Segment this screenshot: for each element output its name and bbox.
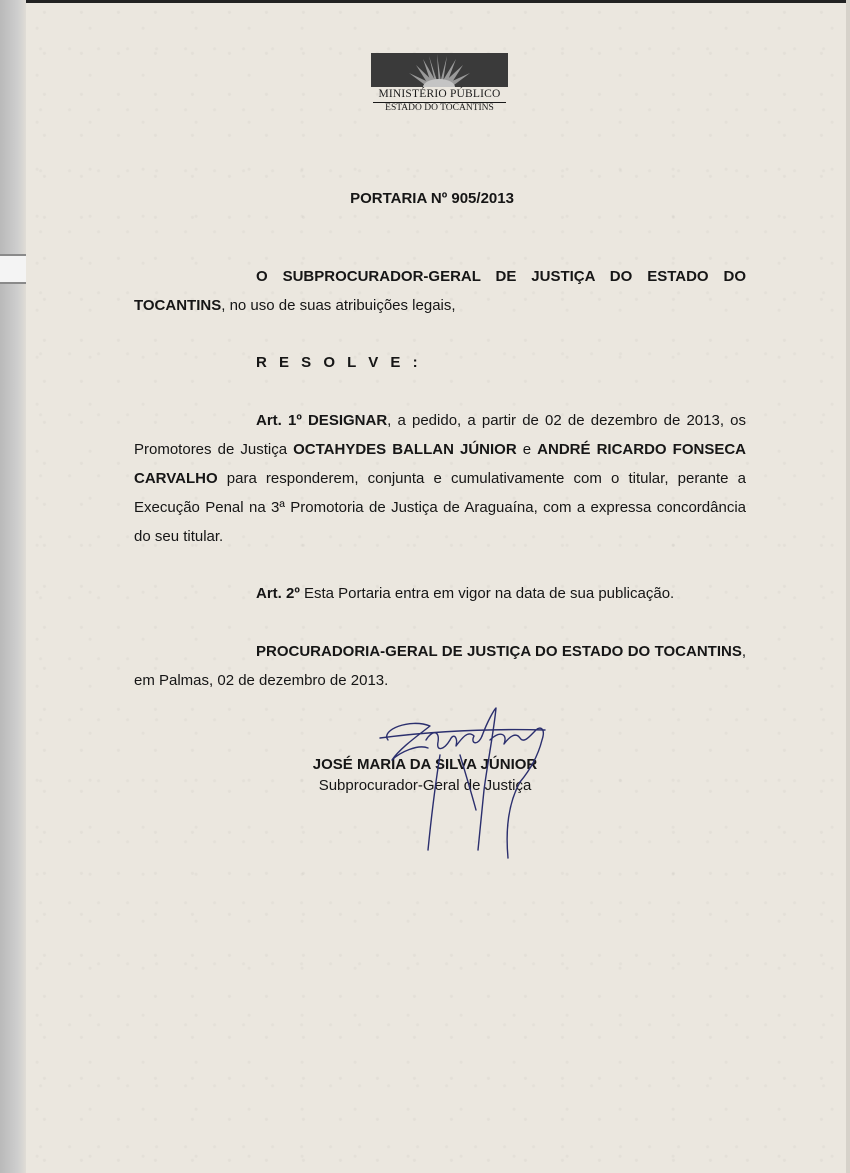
logo-org-state: ESTADO DO TOCANTINS — [385, 103, 494, 113]
article-2 — [134, 579, 746, 608]
logo-org-name: MINISTÉRIO PÚBLICO — [378, 88, 501, 100]
signatory-role: Subprocurador-Geral de Justiça — [318, 777, 532, 794]
art2-text: Esta Portaria entra em vigor na data de sua publicação. — [299, 585, 675, 602]
resolve-heading: R E S O L V E : — [256, 354, 422, 371]
scan-top-border — [0, 0, 850, 3]
sunburst-emblem-icon — [371, 53, 508, 87]
art1-text-3: para responderem, conjunta e cumulativamente com o titular, perante a Execução Penal na 3ª Promotoria de Justiça de Araguaína, com a expressa concordância do seu titular. — [134, 470, 746, 545]
scan-edge-tab — [0, 254, 26, 284]
handwritten-signature — [370, 700, 570, 865]
intro-paragraph — [134, 262, 746, 320]
closing-paragraph — [134, 637, 746, 695]
logo-emblem-box — [371, 53, 508, 87]
document-title: PORTARIA Nº 905/2013 — [350, 190, 514, 207]
signatory-name: JOSÉ MARIA DA SILVA JÚNIOR — [312, 756, 538, 773]
intro-text: , no uso de suas atribuições legais, — [221, 297, 456, 314]
art1-label: Art. 1º DESIGNAR — [256, 412, 388, 429]
scan-left-edge — [0, 0, 26, 1173]
art1-name-1: OCTAHYDES BALLAN JÚNIOR — [293, 441, 517, 458]
art1-name-2: ANDRÉ RICARDO FONSECA CARVALHO — [134, 441, 746, 487]
ministerio-publico-logo — [371, 53, 508, 116]
closing-authority: PROCURADORIA-GERAL DE JUSTIÇA DO ESTADO DO TOCANTINS — [256, 643, 742, 660]
closing-text: , em Palmas, 02 de dezembro de 2013. — [134, 643, 746, 689]
article-1 — [134, 406, 746, 551]
scan-right-edge — [846, 0, 850, 1173]
art1-text-1: , a pedido, a partir de 02 de dezembro de 2013, os Promotores de Justiça — [134, 412, 746, 458]
intro-authority: O SUBPROCURADOR-GERAL DE JUSTIÇA DO ESTADO DO TOCANTINS — [134, 268, 746, 314]
art2-label: Art. 2º — [256, 585, 300, 602]
art1-text-2: e — [516, 441, 538, 458]
